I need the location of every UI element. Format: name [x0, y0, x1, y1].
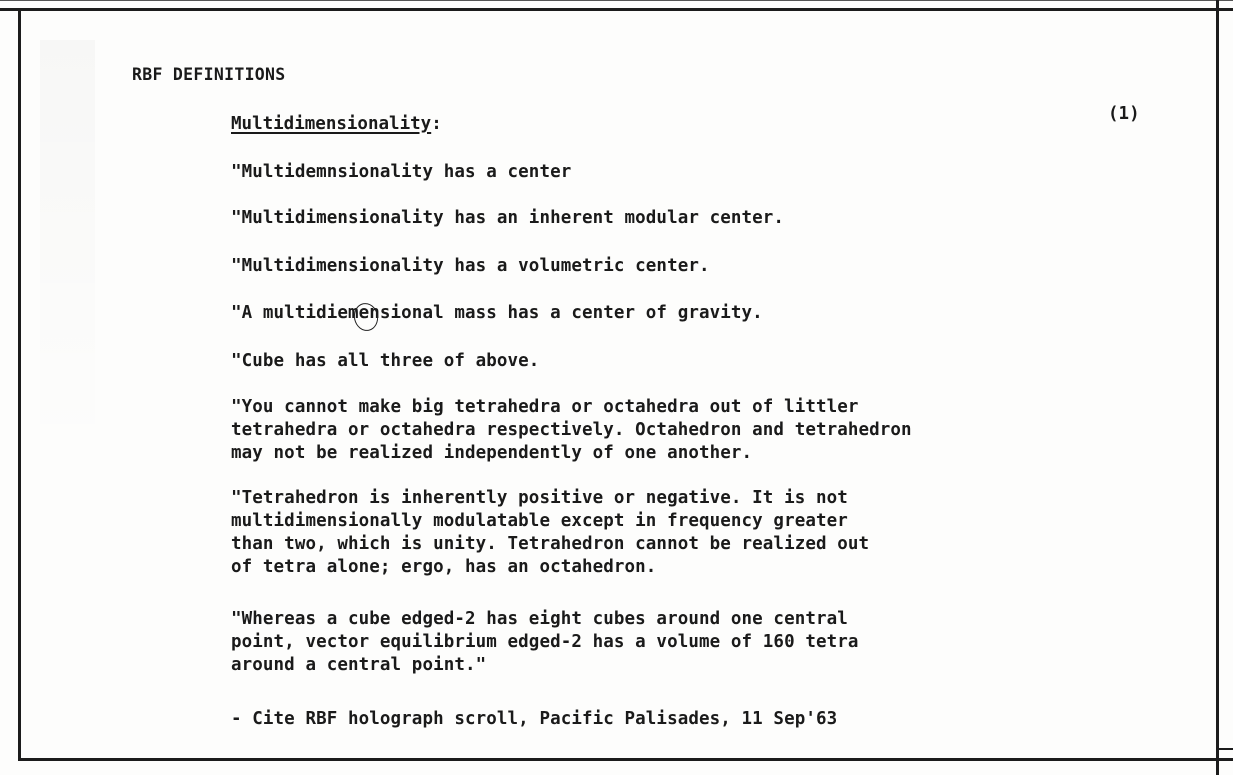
term-colon: :	[431, 114, 442, 134]
paragraph-line: may not be realized independently of one another.	[231, 443, 753, 463]
definition-paragraph	[231, 207, 784, 230]
paragraph-line: "Whereas a cube edged-2 has eight cubes around one central	[231, 609, 848, 629]
definition-paragraph	[231, 350, 539, 373]
definition-paragraph	[231, 255, 710, 278]
card-top-border	[0, 8, 1233, 11]
paragraph-line: - Cite RBF holograph scroll, Pacific Palisades, 11 Sep'63	[231, 709, 838, 729]
definition-paragraph	[231, 487, 869, 579]
paragraph-line: of tetra alone; ergo, has an octahedron.	[231, 557, 657, 577]
document-heading: RBF DEFINITIONS	[132, 65, 286, 84]
paragraph-line: "Tetrahedron is inherently positive or negative. It is not	[231, 488, 848, 508]
page-number: (1)	[1108, 104, 1140, 124]
card-right-border	[1216, 0, 1219, 775]
top-edge-line	[0, 0, 1233, 1]
paragraph-line: "Multidemnsionality has a center	[231, 162, 572, 182]
definition-paragraph	[231, 396, 912, 465]
term-name: Multidimensionality	[231, 114, 432, 134]
paragraph-line: tetrahedra or octahedra respectively. Octahedron and tetrahedron	[231, 420, 912, 440]
definition-paragraph	[231, 302, 763, 325]
definition-paragraph	[231, 608, 859, 677]
definition-paragraph	[231, 161, 571, 184]
term-title	[231, 114, 442, 134]
paragraph-line: multidimensionally modulatable except in frequency greater	[231, 511, 848, 531]
border-tick-mark	[1219, 748, 1233, 750]
card-bottom-border	[18, 758, 1233, 761]
paragraph-line: "Multidimensionality has an inherent modular center.	[231, 208, 785, 228]
paragraph-line: "Cube has all three of above.	[231, 351, 540, 371]
paragraph-line: "A multidiemensional mass has a center of gravity.	[231, 303, 763, 323]
paragraph-line: "You cannot make big tetrahedra or octahedra out of littler	[231, 397, 859, 417]
paragraph-line: point, vector equilibrium edged-2 has a volume of 160 tetra	[231, 632, 859, 652]
paper-smudge	[40, 40, 95, 460]
paragraph-line: "Multidimensionality has a volumetric center.	[231, 256, 710, 276]
card-left-border	[18, 8, 21, 761]
citation-line	[231, 708, 837, 731]
paragraph-line: around a central point."	[231, 655, 487, 675]
paragraph-line: than two, which is unity. Tetrahedron cannot be realized out	[231, 534, 870, 554]
